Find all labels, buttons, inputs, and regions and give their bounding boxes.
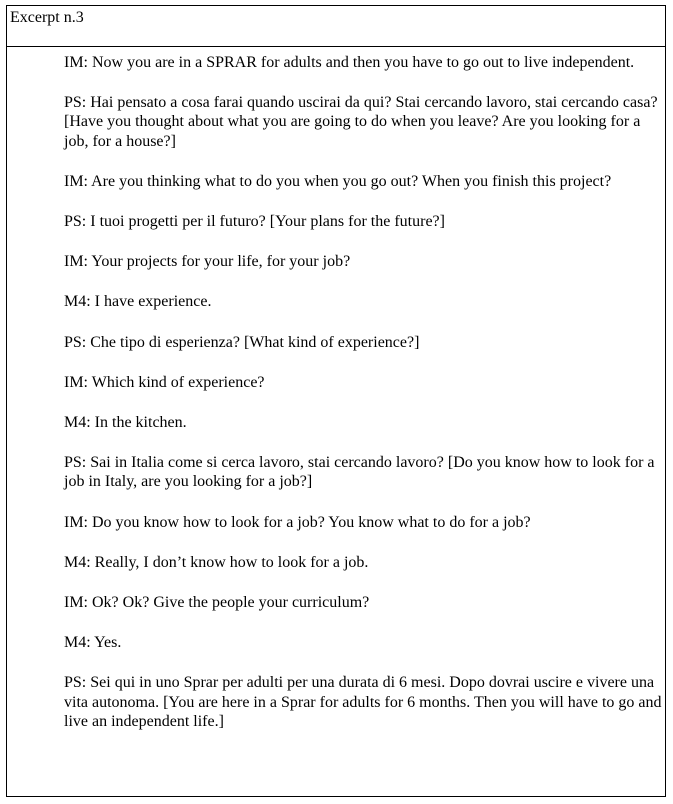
transcript-turn: PS: Sei qui in uno Sprar per adulti per una durata di 6 mesi. Dopo dovrai uscire e vivere una vita autonoma. [You are here in a Sprar for adults for 6 months. Then you will have to go and live an independent life.] — [64, 674, 662, 730]
transcript-turn: IM: Now you are in a SPRAR for adults and then you have to go out to live independent. — [64, 54, 635, 71]
excerpt-header-cell — [7, 6, 665, 47]
transcript-turn: IM: Which kind of experience? — [64, 373, 265, 391]
excerpt-body-cell — [7, 47, 665, 796]
transcript-turn: M4: In the kitchen. — [64, 414, 187, 432]
transcript-turn: M4: Really, I don’t know how to look for a job. — [64, 553, 369, 571]
transcript-turn: PS: Hai pensato a cosa farai quando uscirai da qui? Stai cercando lavoro, stai cercando casa? [Have you thought about what you are going to do when you leave? Are you looking for a job, for a house?] — [64, 94, 658, 150]
excerpt-title: Excerpt n.3 — [10, 9, 84, 26]
transcript-turn: PS: I tuoi progetti per il futuro? [Your plans for the future?] — [64, 213, 445, 231]
transcript-turn: IM: Do you know how to look for a job? You know what to do for a job? — [64, 513, 531, 531]
transcript-turn: PS: Sai in Italia come si cerca lavoro, stai cercando lavoro? [Do you know how to look for a job in Italy, are you looking for a job?] — [64, 454, 655, 491]
transcript-turn: IM: Are you thinking what to do you when you go out? When you finish this project? — [64, 172, 612, 190]
transcript — [64, 53, 664, 752]
transcript-turn: IM: Your projects for your life, for your job? — [64, 253, 351, 271]
transcript-turn: M4: I have experience. — [64, 293, 212, 311]
transcript-turn: M4: Yes. — [64, 634, 122, 652]
transcript-turn: IM: Ok? Ok? Give the people your curriculum? — [64, 594, 370, 612]
excerpt-table — [6, 5, 666, 797]
transcript-turn: PS: Che tipo di esperienza? [What kind of experience?] — [64, 333, 420, 351]
